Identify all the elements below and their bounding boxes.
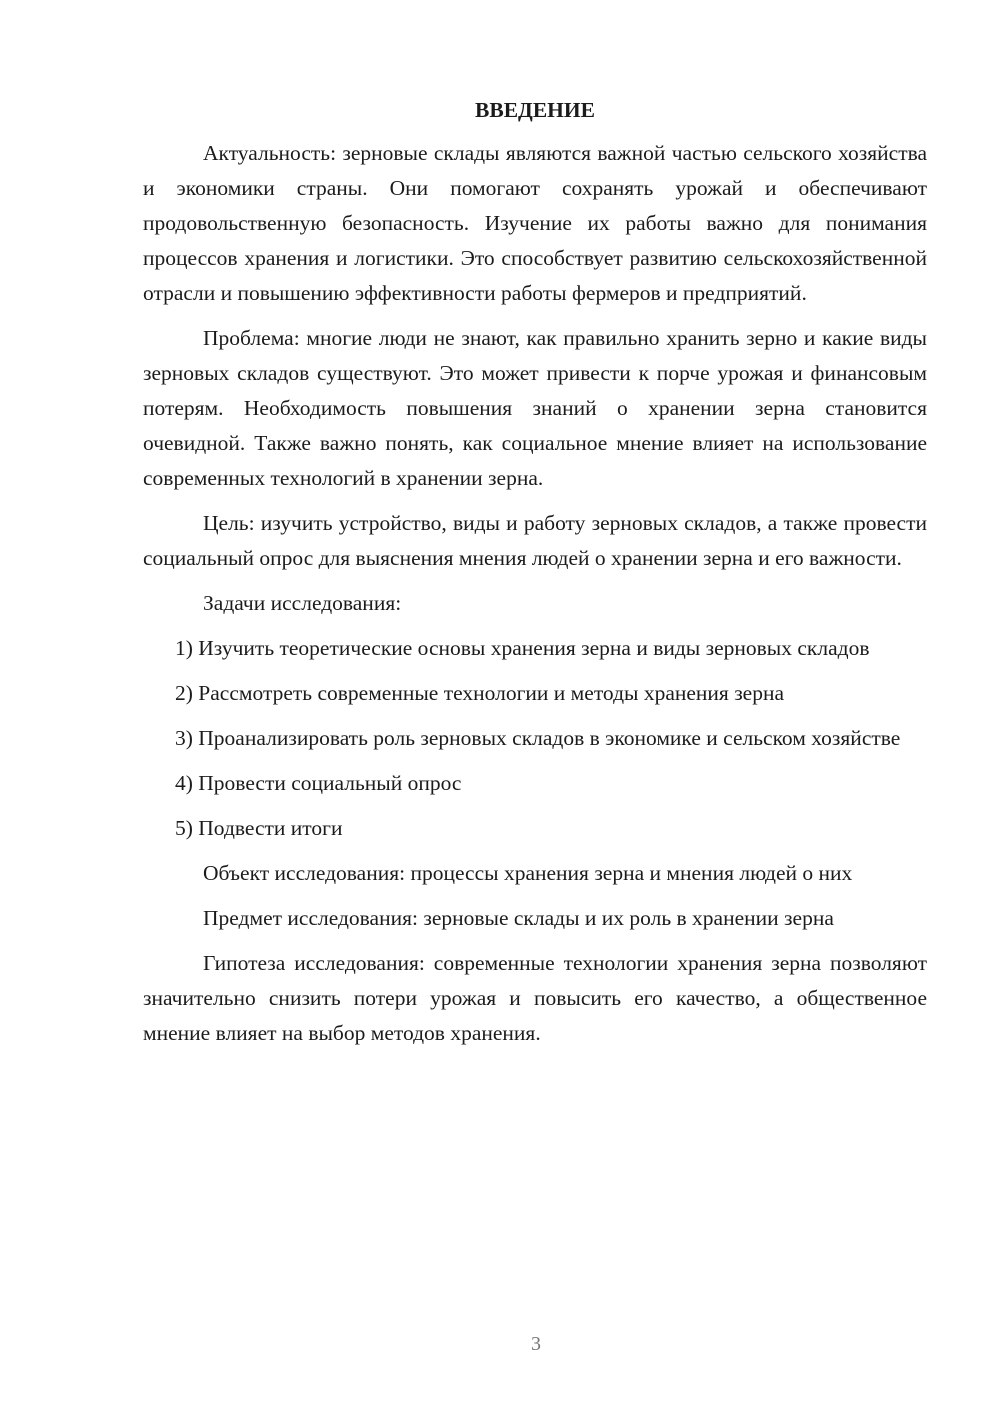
subject-paragraph: Предмет исследования: зерновые склады и их роль в хранении зерна [203,906,834,930]
task-item-4: 4) Провести социальный опрос [175,771,462,795]
page-number: 3 [531,1333,541,1355]
goal-paragraph: Цель: изучить устройство, виды и работу зерновых складов, а также провести социальный опрос для выяснения мнения людей о хранении зерна и его важности. [143,511,927,570]
page-content [143,94,927,1061]
object-paragraph: Объект исследования: процессы хранения зерна и мнения людей о них [203,861,853,885]
hypothesis-paragraph: Гипотеза исследования: современные технологии хранения зерна позволяют значительно снизить потери урожая и повысить его качество, а общественное мнение влияет на выбор методов хранения. [143,951,927,1045]
task-item-5: 5) Подвести итоги [175,816,343,840]
task-item-1: 1) Изучить теоретические основы хранения зерна и виды зерновых складов [175,636,870,660]
relevance-paragraph: Актуальность: зерновые склады являются важной частью сельского хозяйства и экономики страны. Они помогают сохранять урожай и обеспечивают продовольственную безопасность. Изучение их работы важно для понимания процессов хранения и логистики. Это способствует развитию сельскохозяйственной отрасли и повышению эффективности работы фермеров и предприятий. [143,141,927,305]
page-title: ВВЕДЕНИЕ [475,98,595,122]
problem-paragraph: Проблема: многие люди не знают, как правильно хранить зерно и какие виды зерновых складов существуют. Это может привести к порче урожая и финансовым потерям. Необходимость повышения знаний о хранении зерна становится очевидной. Также важно понять, как социальное мнение влияет на использование современных технологий в хранении зерна. [143,326,927,490]
tasks-heading: Задачи исследования: [203,591,402,615]
task-item-2: 2) Рассмотреть современные технологии и методы хранения зерна [175,681,785,705]
task-item-3: 3) Проанализировать роль зерновых складов в экономике и сельском хозяйстве [175,726,901,750]
